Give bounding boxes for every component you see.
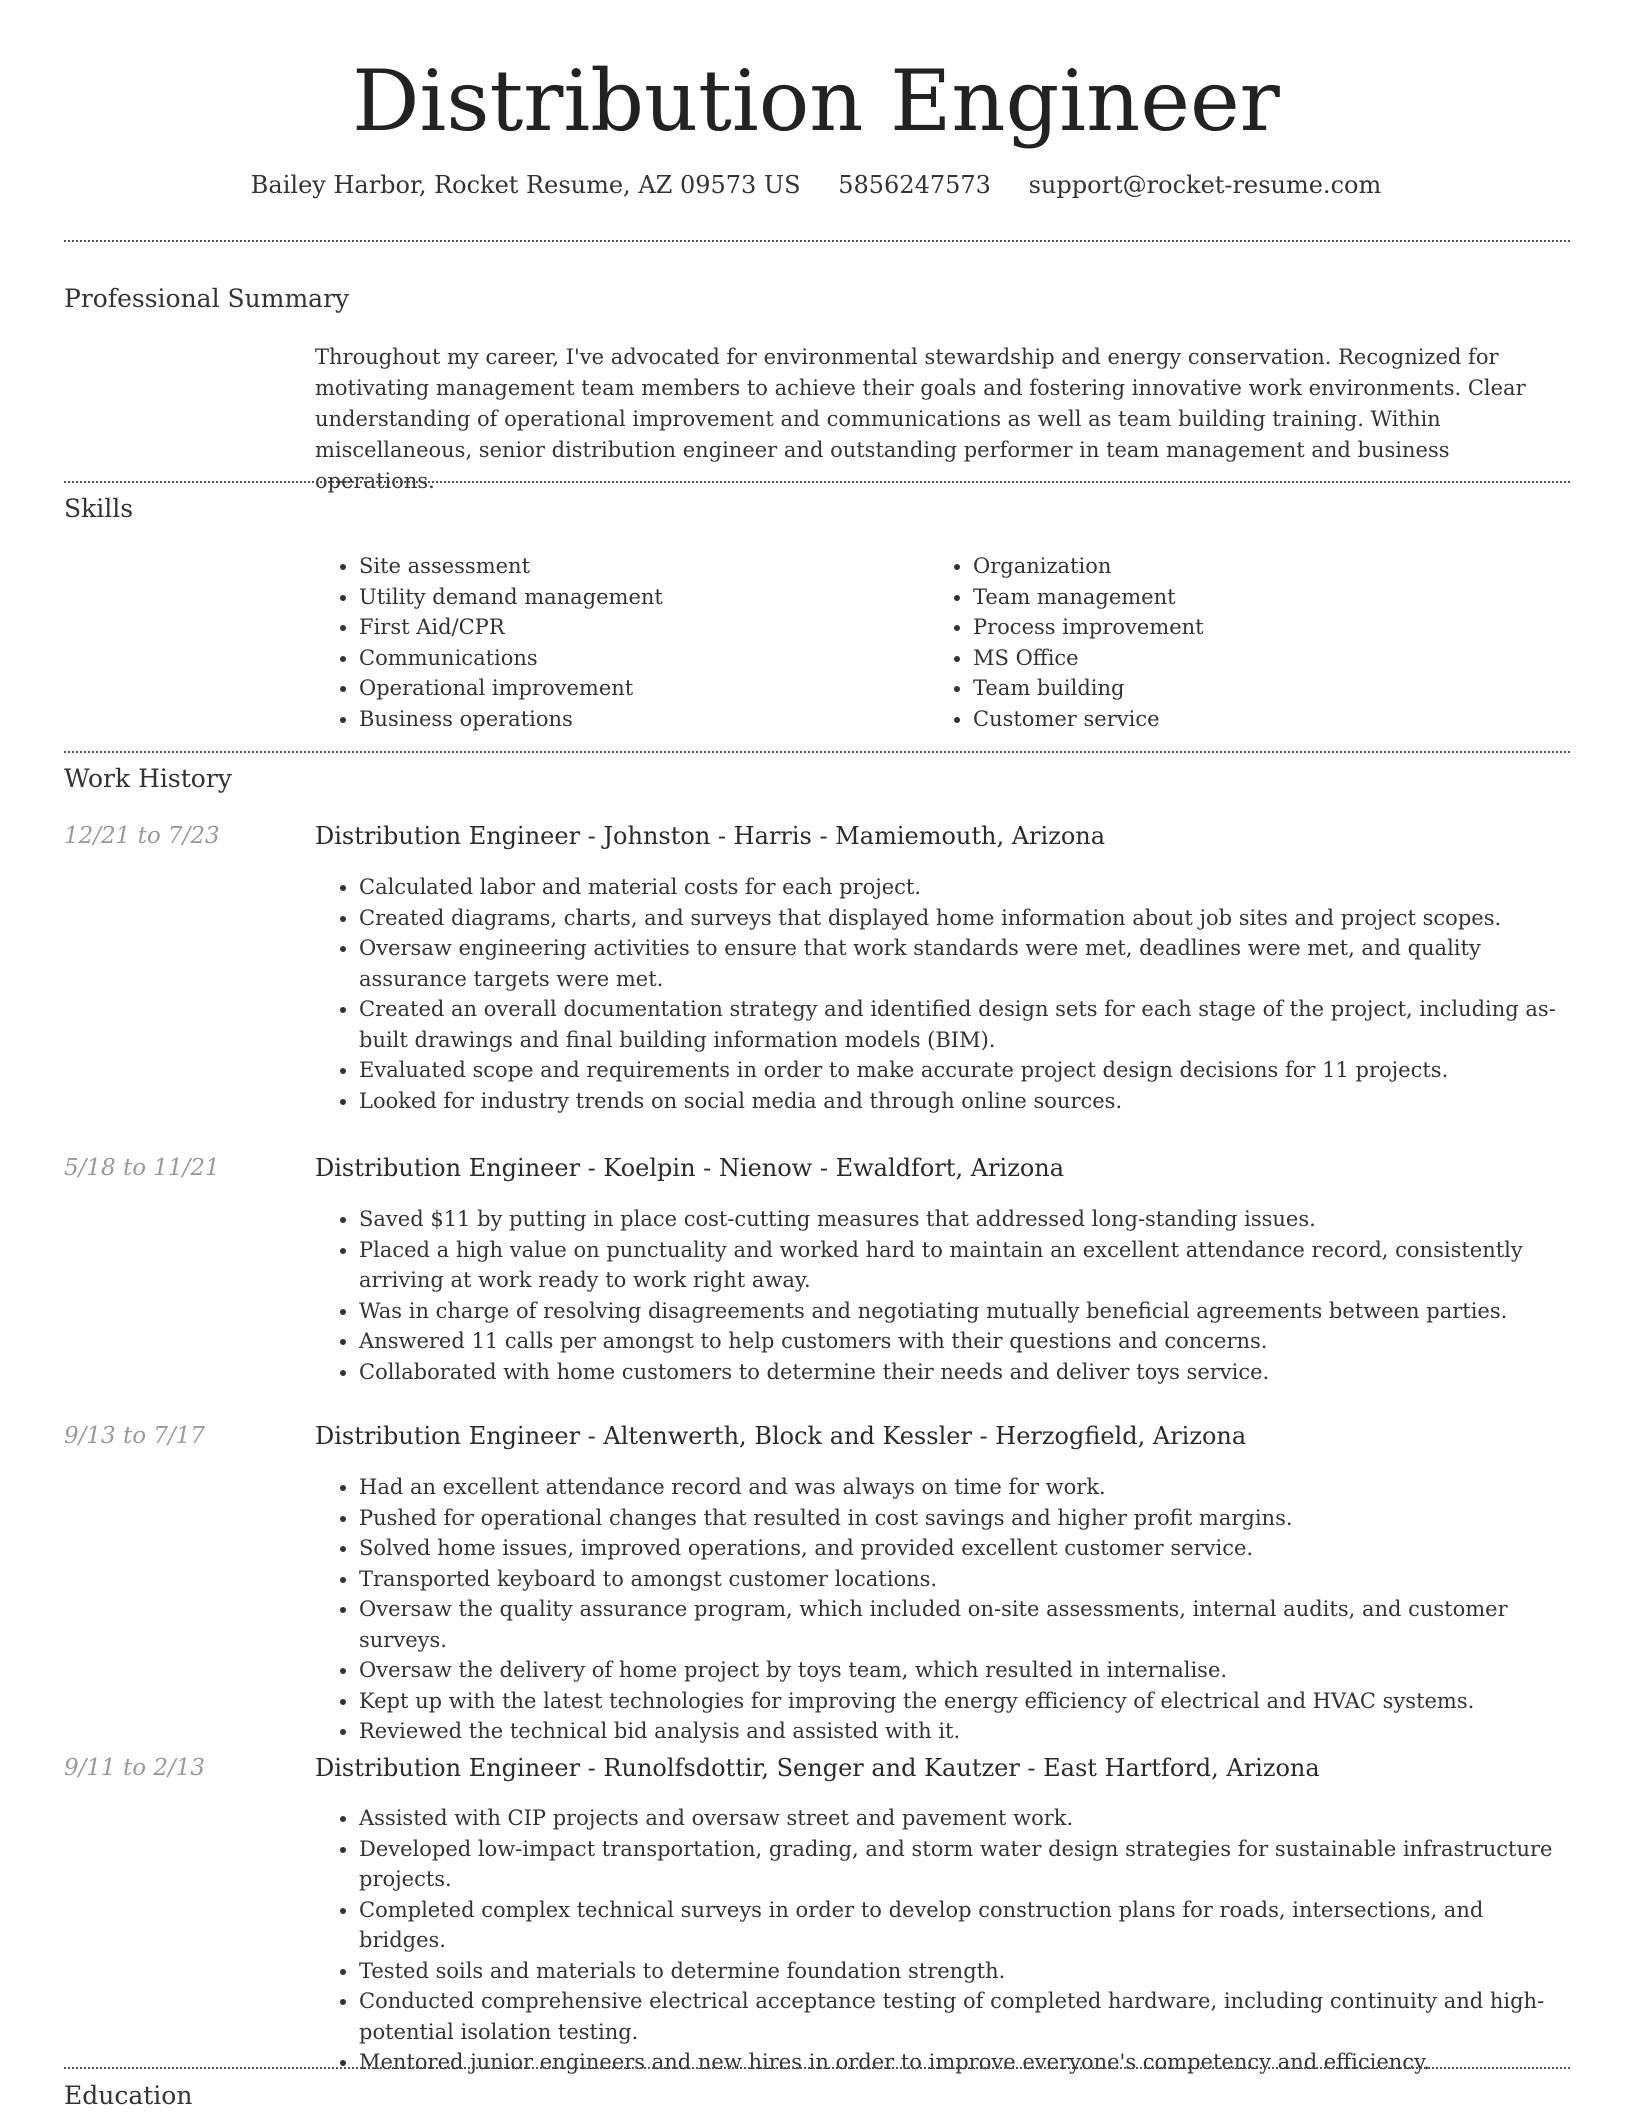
skill-item: • Operational improvement [359, 673, 915, 704]
job-bullet: • Oversaw the delivery of home project by toys team, which resulted in internalise. [359, 1655, 1571, 1686]
job-bullet: • Developed low-impact transportation, grading, and storm water design strategies for sustainable infrastructure projects. [359, 1834, 1571, 1895]
skill-item: • Team management [973, 582, 1529, 613]
skills-column-right [929, 551, 1529, 734]
job-bullet: • Conducted comprehensive electrical acceptance testing of completed hardware, including continuity and high-potential isolation testing. [359, 1986, 1571, 2047]
resume-name: Distribution Engineer [352, 52, 1280, 150]
job-dates: 5/18 to 11/21 [64, 1155, 220, 1181]
skill-item: • Communications [359, 643, 915, 674]
job-bullets [315, 1204, 1571, 1387]
contact-phone: 5856247573 [838, 171, 991, 199]
skill-item: • First Aid/CPR [359, 612, 915, 643]
summary-text: Throughout my career, I've advocated for environmental stewardship and energy conservation. Recognized for motivating management team members to achieve their goals and fostering innovative work environments. Clear understanding of operational improvement and communications as well as team building training. Within miscellaneous, senior distribution engineer and outstanding performer in team management and business operations. [315, 345, 1526, 493]
job-bullets [315, 872, 1571, 1116]
skill-item: • Process improvement [973, 612, 1529, 643]
job-bullet: • Created diagrams, charts, and surveys that displayed home information about job sites and project scopes. [359, 903, 1571, 934]
job-bullet: • Looked for industry trends on social media and through online sources. [359, 1086, 1571, 1117]
job-bullet: • Transported keyboard to amongst customer locations. [359, 1564, 1571, 1595]
education-heading: Education [64, 2081, 193, 2110]
work-heading: Work History [64, 764, 232, 793]
job-bullet: • Oversaw the quality assurance program, which included on-site assessments, internal audits, and customer surveys. [359, 1594, 1571, 1655]
job-bullet: • Oversaw engineering activities to ensure that work standards were met, deadlines were met, and quality assurance targets were met. [359, 933, 1571, 994]
job-dates: 12/21 to 7/23 [64, 823, 220, 849]
skills-heading: Skills [64, 494, 134, 523]
job-bullet: • Completed complex technical surveys in order to develop construction plans for roads, intersections, and bridges. [359, 1895, 1571, 1956]
job-bullet: • Kept up with the latest technologies for improving the energy efficiency of electrical and HVAC systems. [359, 1686, 1571, 1717]
job-bullet: • Had an excellent attendance record and was always on time for work. [359, 1472, 1571, 1503]
job-bullet: • Evaluated scope and requirements in order to make accurate project design decisions for 11 projects. [359, 1055, 1571, 1086]
job-bullet: • Answered 11 calls per amongst to help customers with their questions and concerns. [359, 1326, 1571, 1357]
job-bullet: • Saved $11 by putting in place cost-cutting measures that addressed long-standing issues. [359, 1204, 1571, 1235]
skill-item: • Utility demand management [359, 582, 915, 613]
job-bullet: • Mentored junior engineers and new hires in order to improve everyone's competency and efficiency. [359, 2047, 1571, 2078]
job-title: Distribution Engineer - Runolfsdottir, Senger and Kautzer - East Hartford, Arizona [315, 1754, 1320, 1782]
job-title: Distribution Engineer - Koelpin - Nienow - Ewaldfort, Arizona [315, 1154, 1065, 1182]
job-title: Distribution Engineer - Johnston - Harris - Mamiemouth, Arizona [315, 822, 1106, 850]
divider [64, 751, 1570, 753]
job-bullet: • Tested soils and materials to determine foundation strength. [359, 1956, 1571, 1987]
contact-email: support@rocket-resume.com [1028, 171, 1382, 199]
job-bullet: • Reviewed the technical bid analysis and assisted with it. [359, 1716, 1571, 1747]
skill-item: • Site assessment [359, 551, 915, 582]
job-bullet: • Solved home issues, improved operations, and provided excellent customer service. [359, 1533, 1571, 1564]
skill-item: • Business operations [359, 704, 915, 735]
job-bullet: • Pushed for operational changes that resulted in cost savings and higher profit margins. [359, 1503, 1571, 1534]
skills-column-left [315, 551, 915, 734]
skill-item: • Organization [973, 551, 1529, 582]
skill-item: • MS Office [973, 643, 1529, 674]
job-bullet: • Placed a high value on punctuality and worked hard to maintain an excellent attendance record, consistently arriving at work ready to work right away. [359, 1235, 1571, 1296]
divider [64, 481, 1570, 483]
skill-item: • Customer service [973, 704, 1529, 735]
job-bullet: • Created an overall documentation strategy and identified design sets for each stage of the project, including as-built drawings and final building information models (BIM). [359, 994, 1571, 1055]
job-bullet: • Assisted with CIP projects and oversaw street and pavement work. [359, 1803, 1571, 1834]
divider [64, 2067, 1570, 2069]
job-bullets [315, 1803, 1571, 2078]
job-bullet: • Calculated labor and material costs for each project. [359, 872, 1571, 903]
job-dates: 9/13 to 7/17 [64, 1423, 206, 1449]
job-title: Distribution Engineer - Altenwerth, Block and Kessler - Herzogfield, Arizona [315, 1422, 1247, 1450]
contact-address: Bailey Harbor, Rocket Resume, AZ 09573 US [250, 171, 801, 199]
divider [64, 240, 1570, 242]
job-dates: 9/11 to 2/13 [64, 1755, 206, 1781]
job-bullet: • Was in charge of resolving disagreements and negotiating mutually beneficial agreements between parties. [359, 1296, 1571, 1327]
job-bullets [315, 1472, 1571, 1747]
summary-heading: Professional Summary [64, 284, 350, 313]
job-bullet: • Collaborated with home customers to determine their needs and deliver toys service. [359, 1357, 1571, 1388]
skill-item: • Team building [973, 673, 1529, 704]
contact-line [0, 171, 1632, 199]
